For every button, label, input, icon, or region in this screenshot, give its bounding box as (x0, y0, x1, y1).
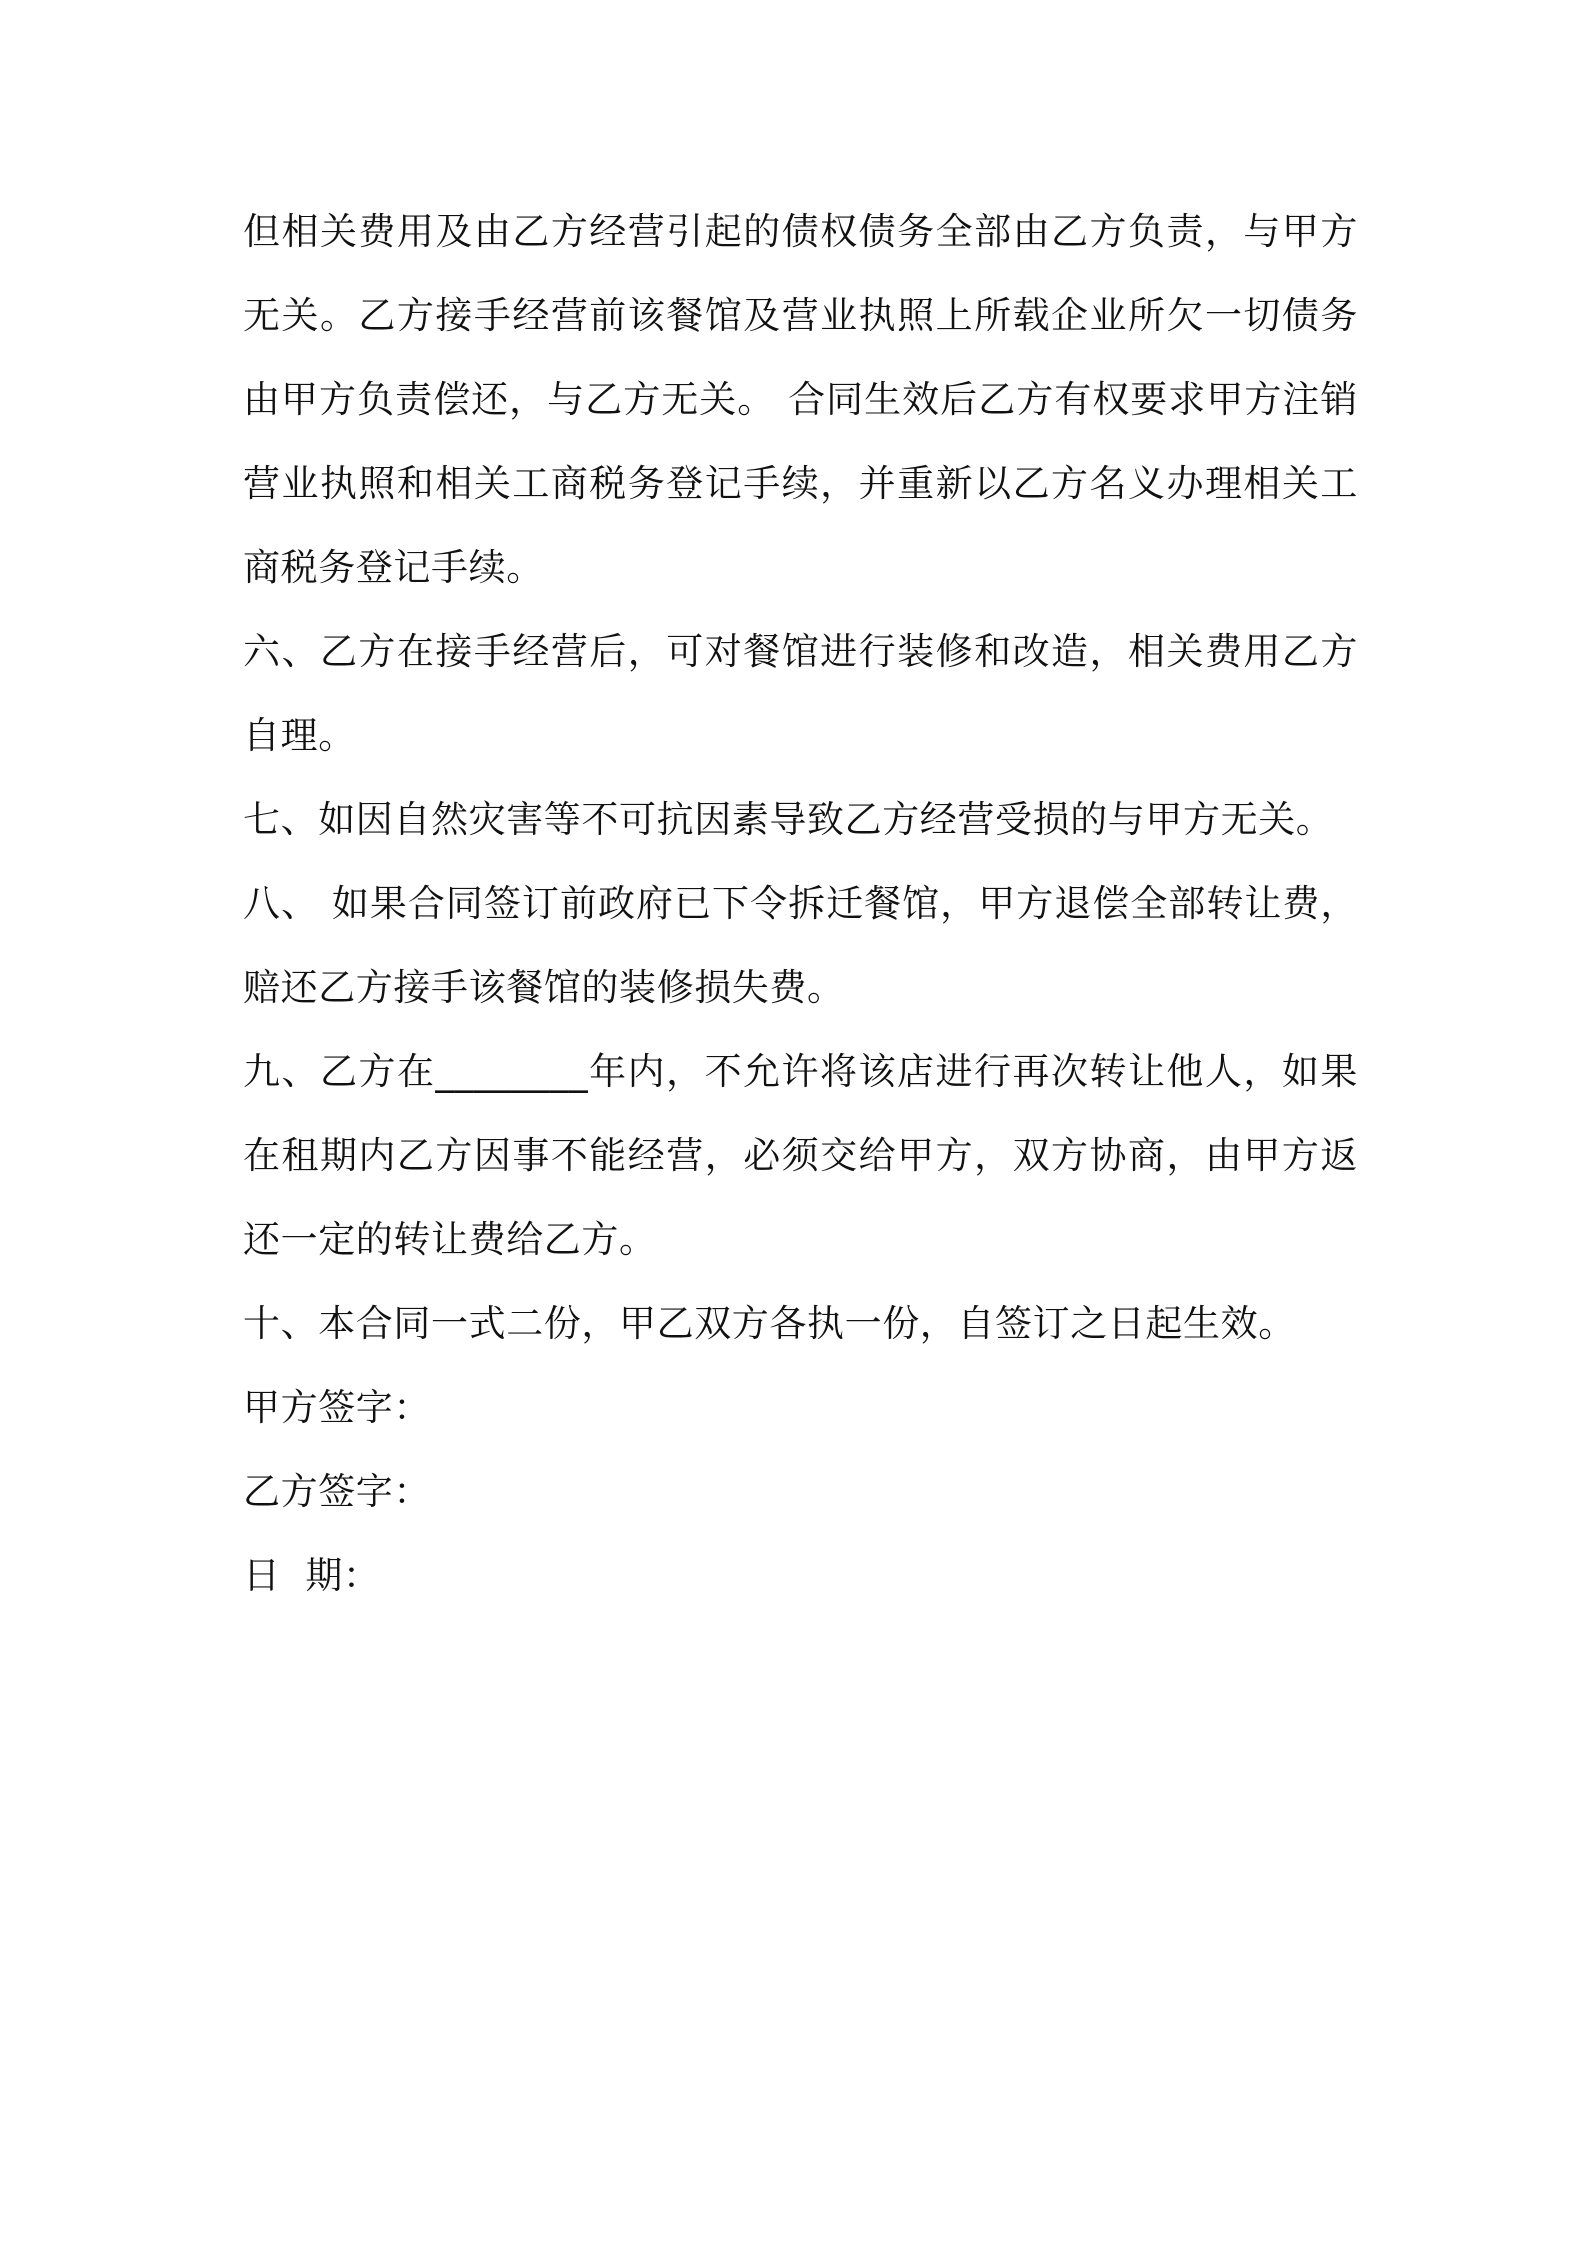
clause-9-no-resale: 九、乙方在________年内，不允许将该店进行再次转让他人，如果在租期内乙方因事不能经营，必须交给甲方，双方协商，由甲方返还一定的转让费给乙方。 (243, 1050, 1358, 1261)
clause-7-force-majeure: 七、如因自然灾害等不可抗因素导致乙方经营受损的与甲方无关。 (243, 798, 1334, 841)
party-a-signature-label: 甲方签字： (243, 1386, 431, 1429)
date-label: 日 期： (243, 1554, 381, 1597)
clause-8-demolition: 八、 如果合同签订前政府已下令拆迁餐馆，甲方退偿全部转让费，赔还乙方接手该餐馆的装修损失费。 (243, 882, 1358, 1009)
clause-10-copies: 十、本合同一式二份，甲乙双方各执一份，自签订之日起生效。 (243, 1302, 1296, 1345)
paragraph-debt-liability: 但相关费用及由乙方经营引起的债权债务全部由乙方负责，与甲方无关。乙方接手经营前该餐馆及营业执照上所载企业所欠一切债务由甲方负责偿还，与乙方无关。 合同生效后乙方有权要求甲方注销营业执照和相关工商税务登记手续，并重新以乙方名义办理相关工商税务登记手续。 (243, 210, 1358, 589)
contract-body (243, 190, 1358, 1618)
party-b-signature-label: 乙方签字： (243, 1470, 431, 1513)
clause-6-renovation: 六、乙方在接手经营后，可对餐馆进行装修和改造，相关费用乙方自理。 (243, 630, 1358, 757)
